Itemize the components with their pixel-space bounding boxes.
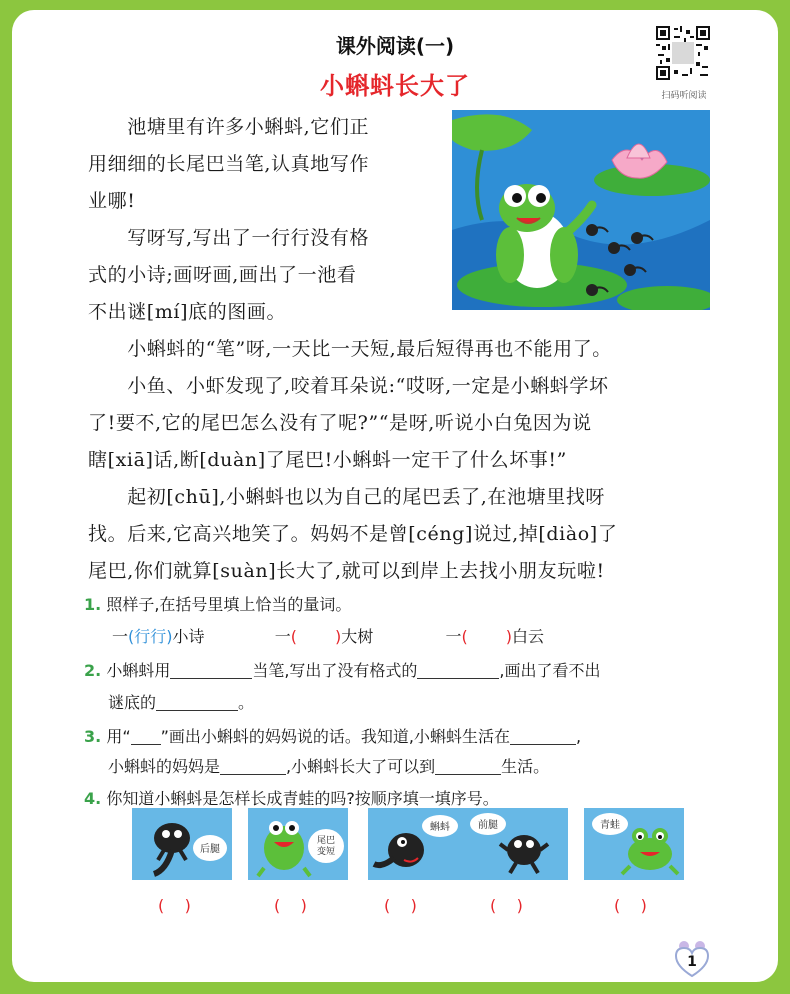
passage-line: 了!要不,它的尾巴怎么没有了呢?”“是呀,听说小白兔因为说 [88, 412, 592, 434]
question-text: ,画出了看不出 [499, 661, 601, 680]
page-number-badge [672, 938, 712, 978]
passage-line: 小蝌蚪的“笔”呀,一天比一天短,最后短得再也不能用了。 [88, 338, 612, 360]
card-label: 后腿 [200, 844, 220, 855]
passage-line: 起初[chū],小蝌蚪也以为自己的尾巴丢了,在池塘里找呀 [88, 486, 606, 508]
answer-blank[interactable] [156, 695, 238, 711]
q1-item-post: 小诗 [172, 627, 205, 646]
question-number: 4. [84, 789, 102, 808]
question-text: 照样子,在括号里填上恰当的量词。 [106, 595, 352, 614]
passage-line: 瞎[xiā]话,断[duàn]了尾巴!小蝌蚪一定干了什么坏事!” [88, 449, 567, 471]
question-text: 生活。 [501, 757, 550, 776]
frog-tail-shrink-card [248, 808, 348, 880]
q1-item-post: 大树 [341, 627, 374, 646]
passage-line: 池塘里有许多小蝌蚪,它们正 [88, 116, 370, 138]
q1-item[interactable] [445, 627, 544, 646]
question-number: 3. [84, 727, 102, 746]
q1-item-pre: 一 [112, 627, 129, 646]
question-text: 小蝌蚪用 [106, 661, 171, 680]
answer-blank[interactable] [220, 759, 286, 775]
answer-blank[interactable] [417, 663, 499, 679]
passage-line: 写呀写,写出了一行行没有格 [88, 227, 370, 249]
card-label: 尾巴变短 [316, 836, 336, 857]
passage-line: 小鱼、小虾发现了,咬着耳朵说:“哎呀,一定是小蝌蚪学坏 [88, 375, 609, 397]
card-label: 青蛙 [600, 820, 620, 831]
qr-label: 扫码听阅读 [661, 91, 707, 101]
section-title: 课外阅读(一) [335, 34, 455, 58]
question-4 [84, 788, 499, 810]
q1-item-open: ( [128, 627, 135, 646]
question-text: 。 [238, 693, 255, 712]
order-answer-box[interactable]: ( ) [490, 896, 523, 915]
tadpole-hind-legs-card [132, 808, 232, 880]
question-1 [84, 594, 351, 616]
question-text: , [576, 727, 582, 746]
q1-item-post: 白云 [511, 627, 544, 646]
order-answer-box[interactable]: ( ) [158, 896, 191, 915]
question-2-line-2 [108, 692, 254, 714]
question-text: 用“ [106, 727, 131, 746]
answer-blank[interactable] [510, 729, 576, 745]
worksheet-page [12, 10, 778, 982]
question-text: 谜底的 [108, 693, 157, 712]
order-answer-box[interactable]: ( ) [614, 896, 647, 915]
q1-item-open: ( [461, 627, 468, 646]
passage-line: 不出谜[mí]底的图画。 [88, 301, 287, 323]
q1-item-close: ) [505, 627, 512, 646]
card-label: 前腿 [478, 820, 498, 831]
question-text: 当笔,写出了没有格式的 [252, 661, 418, 680]
question-text: ,小蝌蚪长大了可以到 [286, 757, 436, 776]
question-3 [84, 726, 581, 748]
frog-pond-illustration [452, 110, 710, 310]
question-number: 1. [84, 595, 102, 614]
card-label: 蝌蚪 [430, 822, 450, 833]
q1-item-close: ) [335, 627, 342, 646]
tadpole-front-legs-card [468, 808, 568, 880]
tadpole-card [368, 808, 468, 880]
q1-item-pre: 一 [445, 627, 462, 646]
q1-item-close: ) [166, 627, 173, 646]
passage-line: 用细细的长尾巴当笔,认真地写作 [88, 153, 370, 175]
answer-blank[interactable] [170, 663, 252, 679]
q1-item[interactable] [275, 627, 379, 646]
question-number: 2. [84, 661, 102, 680]
page-number: 1 [687, 954, 697, 970]
question-text: ”画出小蝌蚪的妈妈说的话。我知道,小蝌蚪生活在 [160, 727, 510, 746]
passage-line: 尾巴,你们就算[suàn]长大了,就可以到岸上去找小朋友玩啦! [88, 560, 605, 582]
answer-blank[interactable] [435, 759, 501, 775]
q1-item-open: ( [290, 627, 297, 646]
frog-card [584, 808, 684, 880]
passage-line: 业哪! [88, 190, 136, 212]
passage-line: 式的小诗;画呀画,画出了一池看 [88, 264, 357, 286]
underline-sample [131, 729, 161, 745]
q1-item [112, 627, 210, 646]
question-text: 小蝌蚪的妈妈是 [108, 757, 221, 776]
story-title: 小蝌蚪长大了 [320, 72, 470, 100]
question-3-line-2 [108, 756, 549, 778]
order-answer-box[interactable]: ( ) [384, 896, 417, 915]
order-answer-box[interactable]: ( ) [274, 896, 307, 915]
q1-item-pre: 一 [274, 627, 291, 646]
q1-items [112, 626, 544, 648]
question-text: 你知道小蝌蚪是怎样长成青蛙的吗?按顺序填一填序号。 [106, 789, 499, 808]
qr-code-icon[interactable] [656, 26, 710, 80]
passage-line: 找。后来,它高兴地笑了。妈妈不是曾[céng]说过,掉[diào]了 [88, 523, 618, 545]
question-2 [84, 660, 601, 682]
q1-item-example: 行行 [134, 627, 167, 646]
